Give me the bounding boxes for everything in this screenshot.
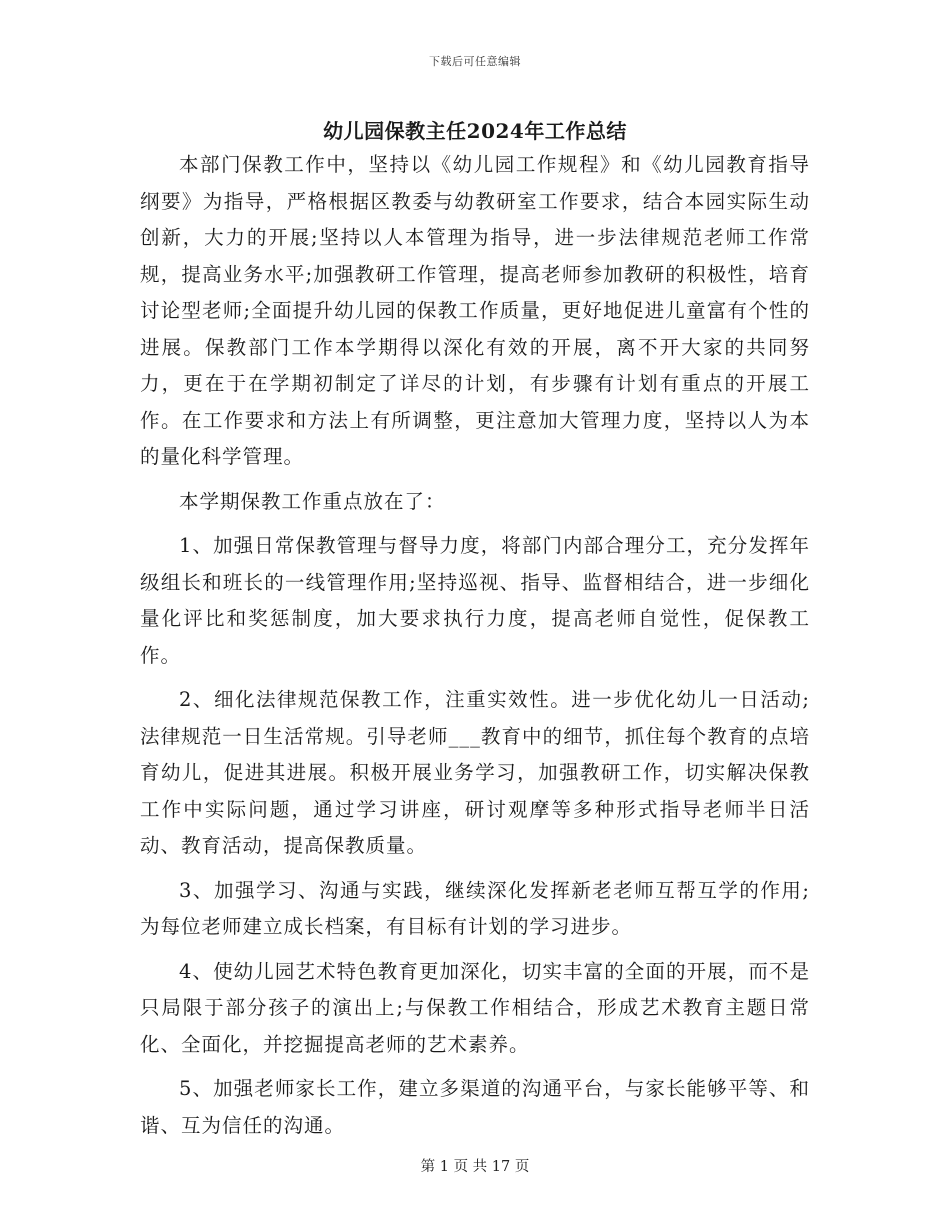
paragraph: 本部门保教工作中，坚持以《幼儿园工作规程》和《幼儿园教育指导纲要》为指导，严格根据区教委与幼教研室工作要求，结合本园实际生动创新，大力的开展;坚持以人本管理为指导，进一步法律规范老师工作常规，提高业务水平;加强教研工作管理，提高老师参加教研的积极性，培育讨论型老师;全面提升幼儿园的保教工作质量，更好地促进儿童富有个性的进展。保教部门工作本学期得以深化有效的开展，离不开大家的共同努力，更在于在学期初制定了详尽的计划，有步骤有计划有重点的开展工作。在工作要求和方法上有所调整，更注意加大管理力度，坚持以人为本的量化科学管理。 [140,153,810,468]
paragraph: 4、使幼儿园艺术特色教育更加深化，切实丰富的全面的开展，而不是只局限于部分孩子的演出上;与保教工作相结合，形成艺术教育主题日常化、全面化，并挖掘提高老师的艺术素养。 [140,959,810,1056]
paragraph: 5、加强老师家长工作，建立多渠道的沟通平台，与家长能够平等、和谐、互为信任的沟通。 [140,1077,810,1137]
paragraph: 1、加强日常保教管理与督导力度，将部门内部合理分工，充分发挥年级组长和班长的一线管理作用;坚持巡视、指导、监督相结合，进一步细化量化评比和奖惩制度，加大要求执行力度，提高老师自觉性，促保教工作。 [140,534,810,667]
paragraph: 本学期保教工作重点放在了： [179,489,446,513]
document-body [140,147,810,1152]
page-indicator: 第 1 页 共 17 页 [420,1159,530,1175]
paragraph: 2、细化法律规范保教工作，注重实效性。进一步优化幼儿一日活动;法律规范一日生活常规。引导老师___教育中的细节，抓住每个教育的点培育幼儿，促进其进展。积极开展业务学习，加强教研工作，切实解决保教工作中实际问题，通过学习讲座，研讨观摩等多种形式指导老师半日活动、教育活动，提高保教质量。 [140,688,810,857]
header-note: 下载后可任意编辑 [429,55,521,68]
document-title: 幼儿园保教主任2024年工作总结 [323,119,627,143]
paragraph: 3、加强学习、沟通与实践，继续深化发挥新老老师互帮互学的作用;为每位老师建立成长档案，有目标有计划的学习进步。 [140,878,810,938]
